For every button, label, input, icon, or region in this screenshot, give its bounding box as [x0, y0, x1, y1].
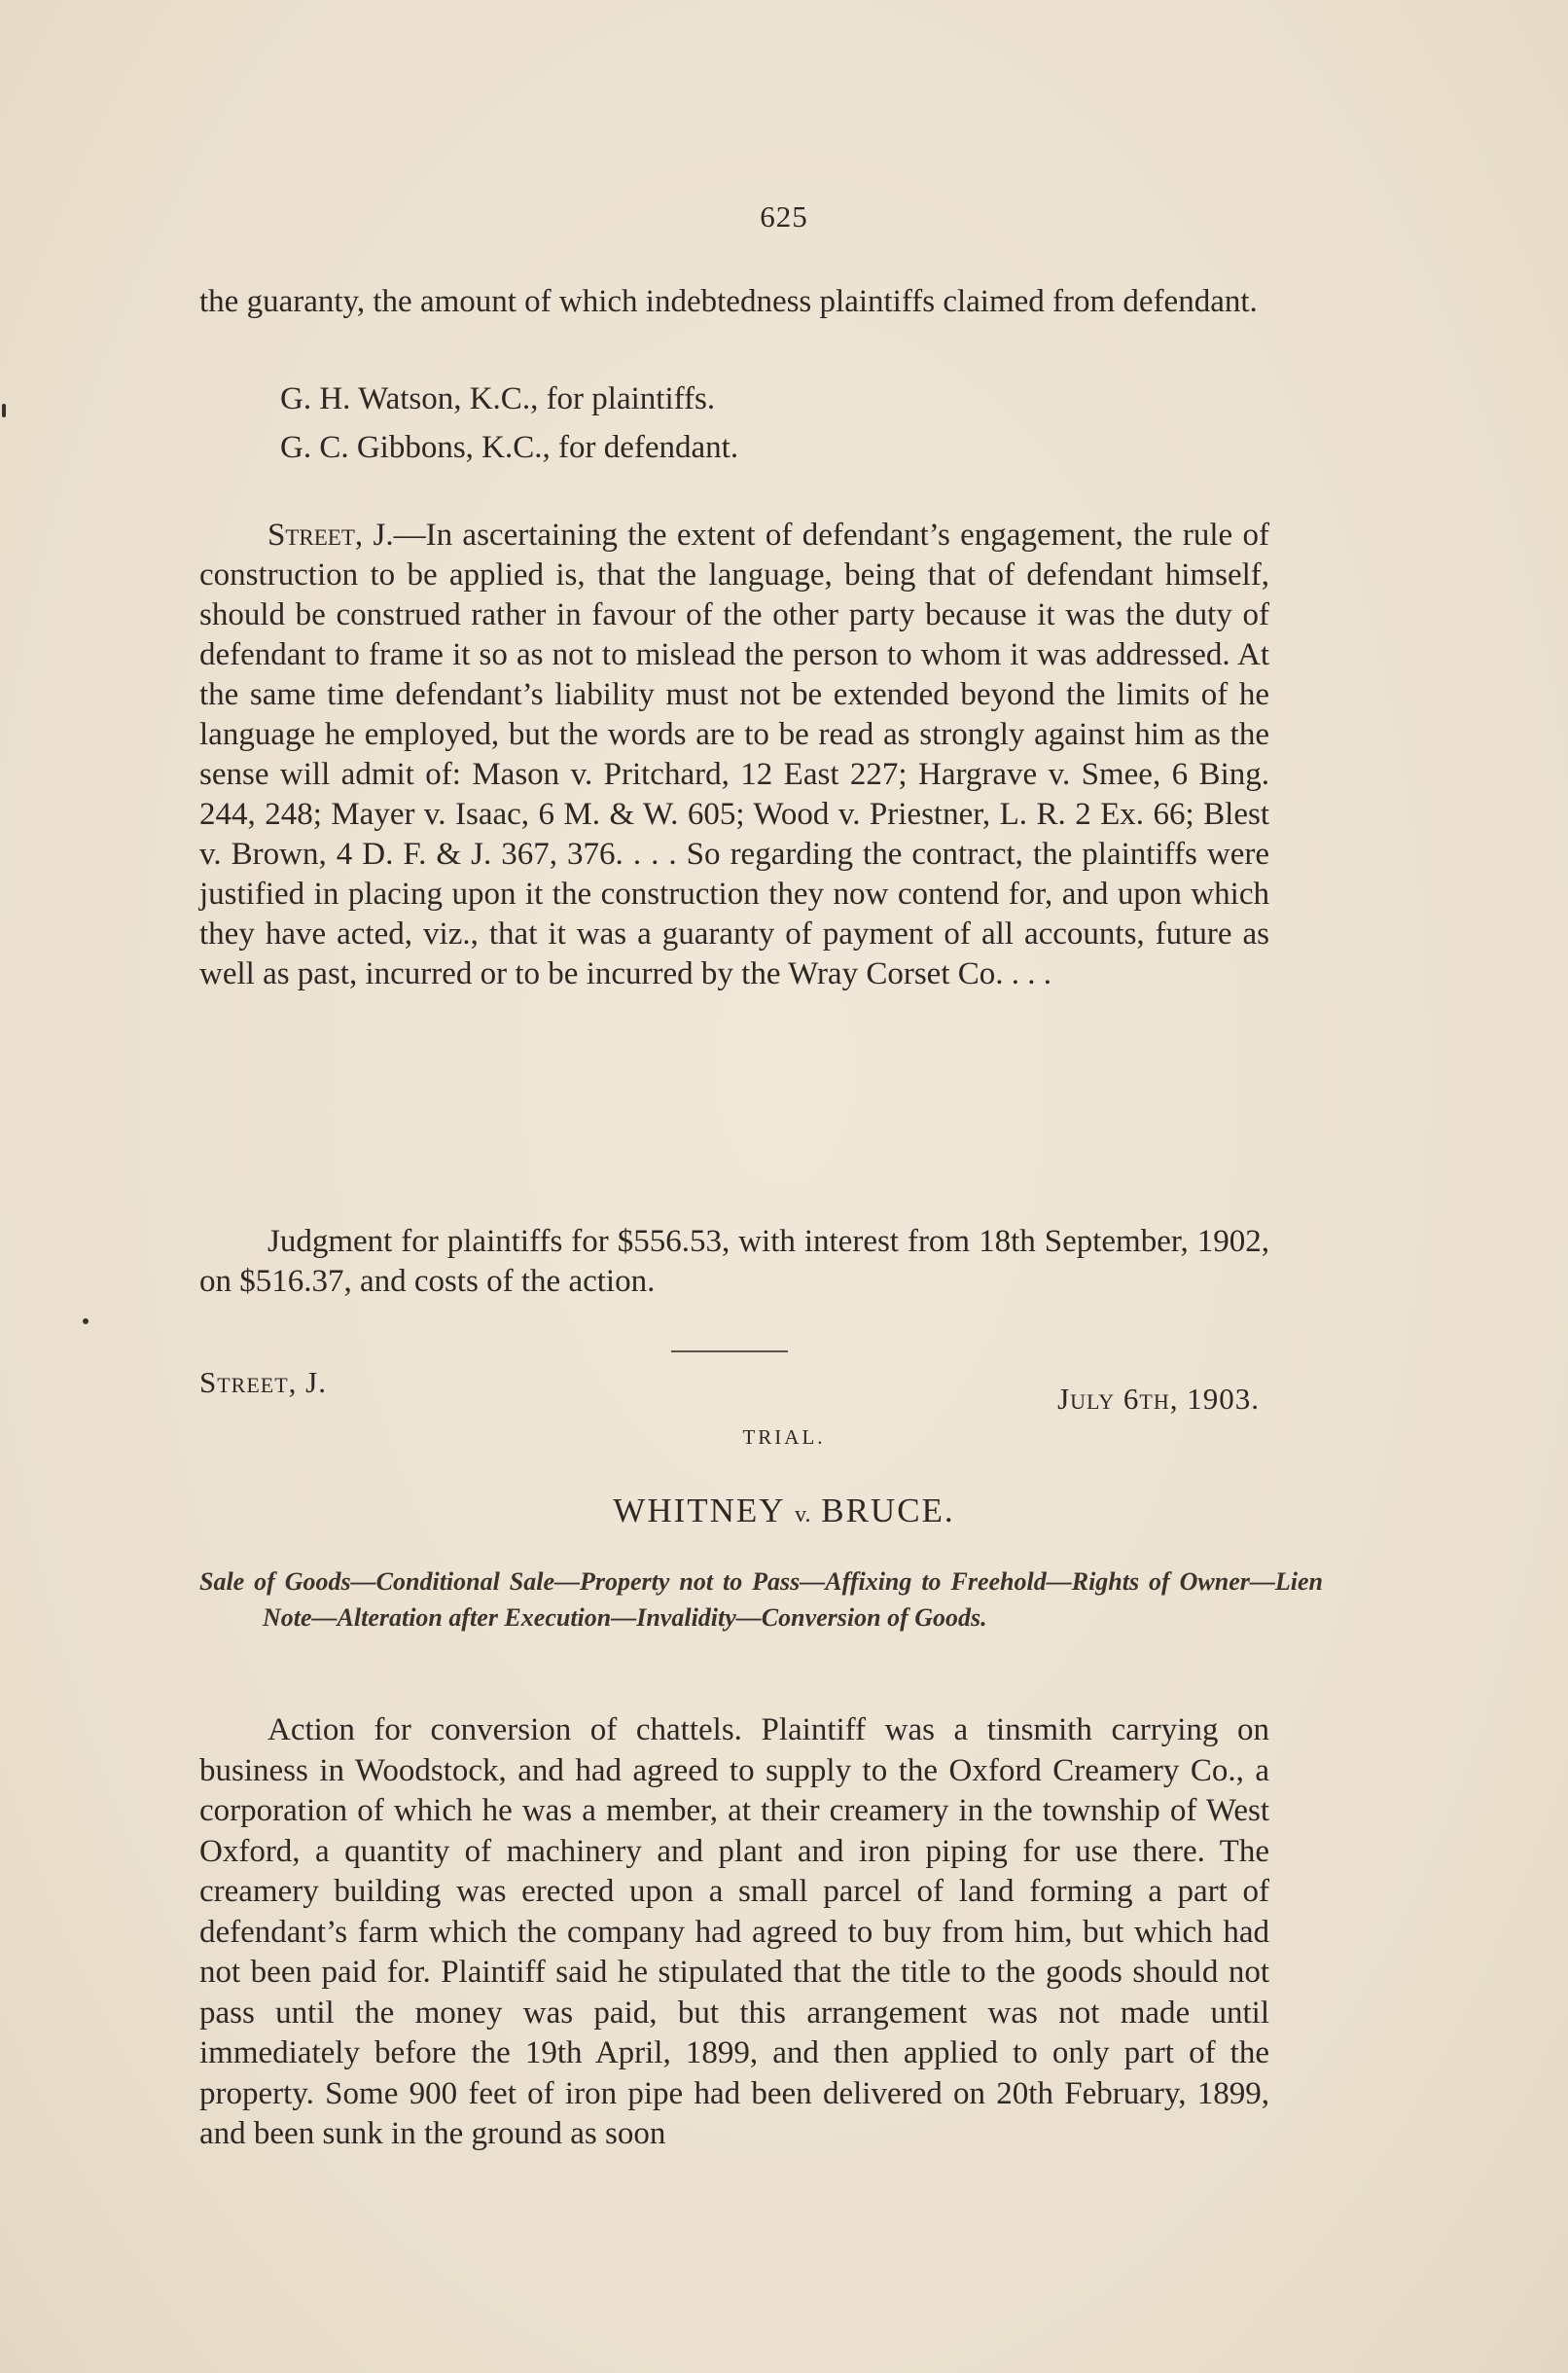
trial-label: TRIAL. — [742, 1425, 826, 1449]
intro-paragraph: the guaranty, the amount of which indebtedness plaintiffs claimed from defendant. — [199, 284, 1258, 319]
case-title-plaintiff: WHITNEY — [613, 1492, 785, 1529]
counsel-list — [280, 379, 1156, 477]
counsel-defendant: G. C. Gibbons, K.C., for defendant. — [280, 430, 739, 465]
margin-mark — [83, 1318, 89, 1324]
counsel-plaintiffs: G. H. Watson, K.C., for plaintiffs. — [280, 381, 716, 416]
court-name: Street, J. — [199, 1365, 327, 1399]
headnote: Sale of Goods—Conditional Sale—Property not to Pass—Affixing to Freehold—Rights of Owner—Lien Note—Alteration after Execution—Invalidity—Conversion of Goods. — [199, 1567, 1323, 1632]
page-number: 625 — [760, 199, 808, 234]
judgment-paragraph: Judgment for plaintiffs for $556.53, with interest from 18th September, 1902, on $516.37, and costs of the action. — [199, 1224, 1269, 1299]
opinion-judge: Street, J. — [267, 518, 394, 553]
opinion-paragraph — [199, 516, 1269, 994]
case-title-defendant: BRUCE. — [821, 1492, 955, 1529]
case-title — [0, 1492, 1568, 1530]
case-title-versus: v. — [795, 1502, 811, 1528]
margin-mark — [2, 404, 6, 417]
case-date: July 6th, 1903. — [1057, 1382, 1260, 1416]
section-divider — [671, 1350, 788, 1352]
facts-paragraph: Action for conversion of chattels. Plaintiff was a tinsmith carrying on business in Woodstock, and had agreed to supply to the Oxford Creamery Co., a corporation of which he was a member, at their creamery in the township of West Oxford, a quantity of machinery and plant and iron piping for use there. The creamery building was erected upon a small parcel of land forming a part of defendant’s farm which the company had agreed to buy from him, but which had not been paid for. Plaintiff said he stipulated that the title to the goods should not pass until the money was paid, but this arrangement was not made until immediately before the 19th April, 1899, and then applied to only part of the property. Some 900 feet of iron pipe had been delivered on 20th February, 1899, and been sunk in the ground as soon — [199, 1712, 1269, 2151]
opinion-text: —In ascertaining the extent of defendant’s engagement, the rule of construction to be applied is, that the language, being that of defendant himself, should be construed rather in favour of the other party because it was the duty of defendant to frame it so as not to mislead the person to whom it was addressed. At the same time defendant’s liability must not be extended beyond the limits of he language he employed, but the words are to be read as strongly against him as the sense will admit of: Mason v. Pritchard, 12 East 227; Hargrave v. Smee, 6 Bing. 244, 248; Mayer v. Isaac, 6 M. & W. 605; Wood v. Priestner, L. R. 2 Ex. 66; Blest v. Brown, 4 D. F. & J. 367, 376. . . . So regarding the contract, the plaintiffs were justified in placing upon it the construction they now contend for, and upon which they have acted, viz., that it was a guaranty of payment of all accounts, future as well as past, incurred or to be incurred by the Wray Corset Co. . . . — [199, 518, 1270, 991]
